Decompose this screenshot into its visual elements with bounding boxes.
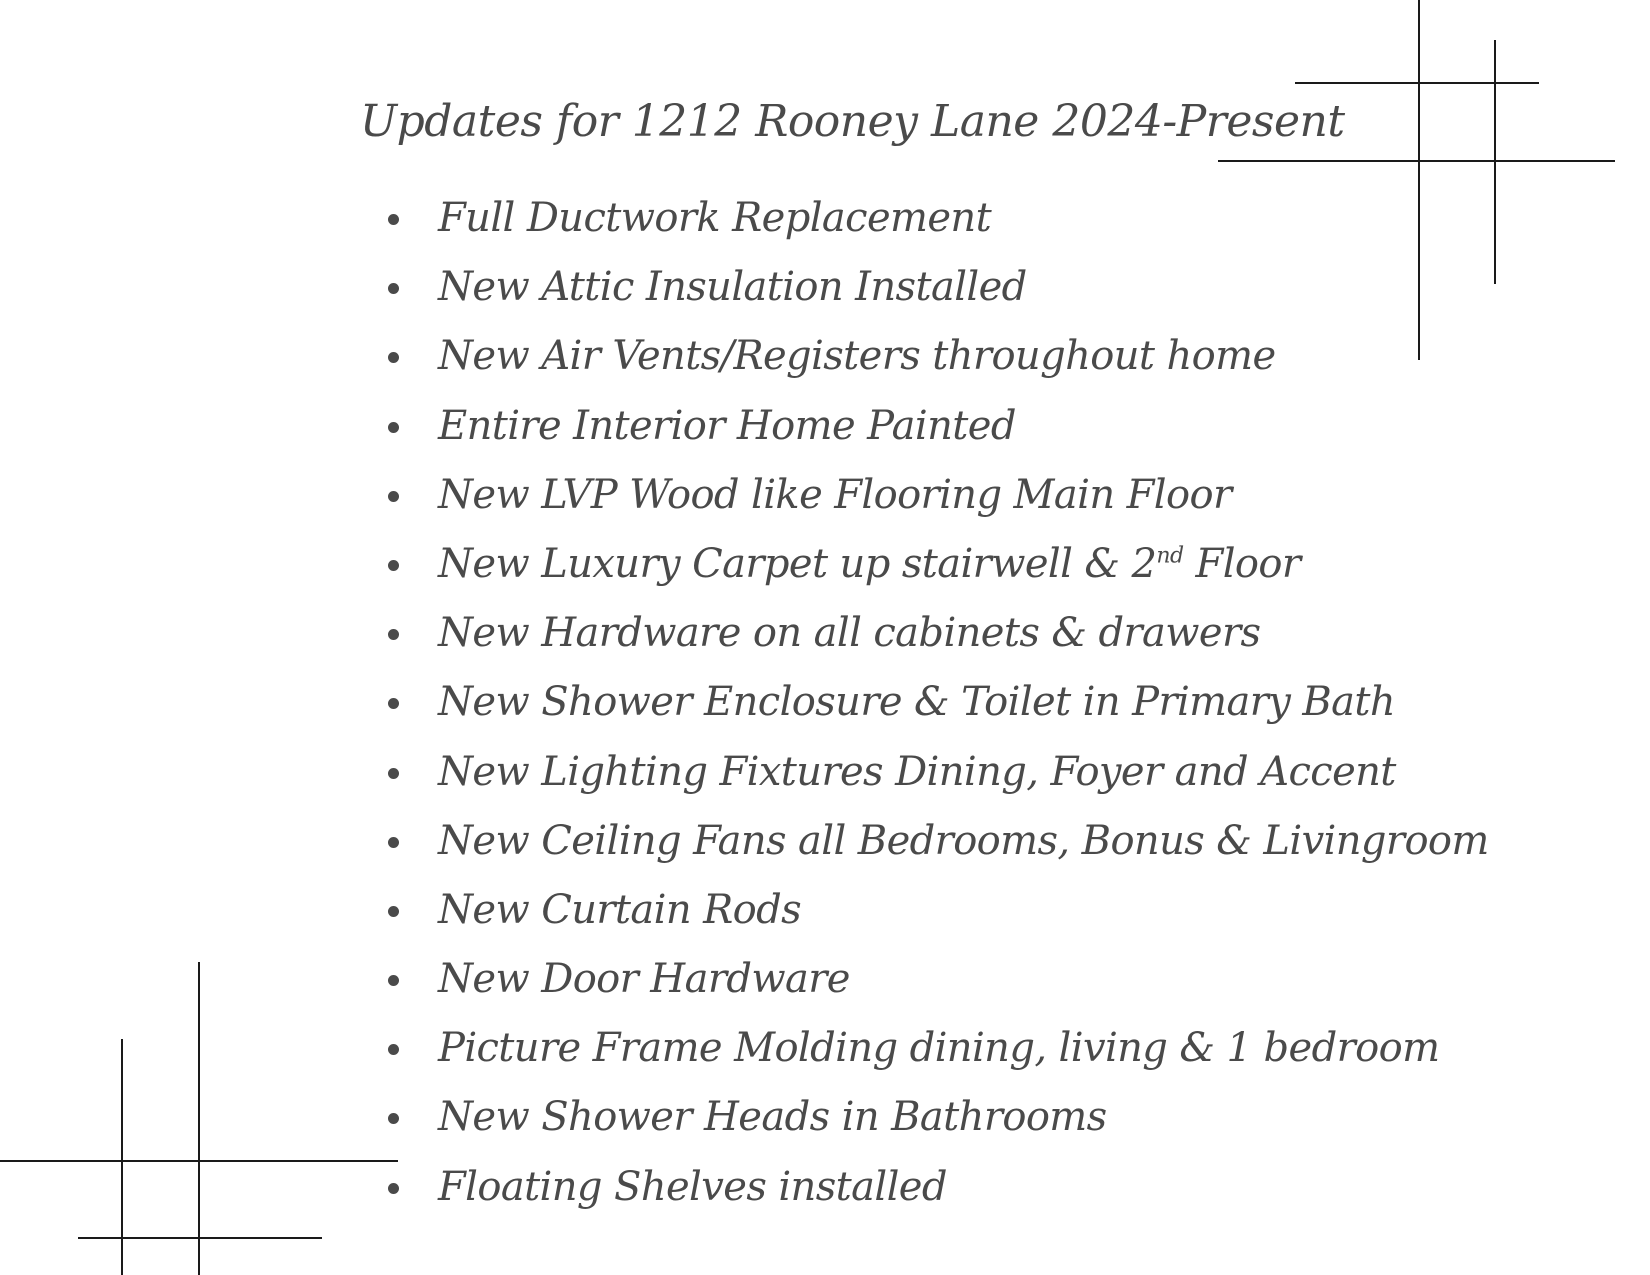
list-item-label: Floating Shelves installed bbox=[438, 1163, 947, 1210]
list-item-text bbox=[438, 1014, 1439, 1083]
list-item-text bbox=[438, 876, 801, 945]
bullet-icon bbox=[388, 1044, 399, 1055]
bullet-icon bbox=[388, 352, 399, 363]
list-item-label: New Curtain Rods bbox=[438, 886, 802, 933]
bullet-icon bbox=[388, 283, 399, 294]
decorative-line bbox=[78, 1237, 322, 1239]
list-item-text bbox=[438, 461, 1231, 530]
list-item-label: Entire Interior Home Painted bbox=[438, 402, 1016, 449]
list-item-label: New Door Hardware bbox=[438, 956, 850, 1003]
list-item-label: New Air Vents/Registers throughout home bbox=[438, 333, 1276, 380]
decorative-line bbox=[1494, 40, 1496, 284]
bullet-icon bbox=[388, 975, 399, 986]
list-item-text bbox=[438, 1153, 947, 1222]
decorative-line bbox=[198, 962, 200, 1275]
list-item-text bbox=[438, 599, 1260, 668]
list-item-label: Picture Frame Molding dining, living & 1 bedroom bbox=[438, 1025, 1440, 1072]
bullet-icon bbox=[388, 1113, 399, 1124]
page-title: Updates for 1212 Rooney Lane 2024-Present bbox=[360, 96, 1345, 147]
list-item-text bbox=[438, 945, 850, 1014]
list-item-label: New Lighting Fixtures Dining, Foyer and Accent bbox=[438, 748, 1396, 795]
bullet-icon bbox=[388, 629, 399, 640]
bullet-icon bbox=[388, 422, 399, 433]
list-item-label: New LVP Wood like Flooring Main Floor bbox=[438, 471, 1232, 518]
list-item-text bbox=[438, 807, 1489, 876]
bullet-icon bbox=[388, 906, 399, 917]
list-item-text bbox=[438, 1083, 1107, 1152]
list-item-label-continued: Floor bbox=[1183, 540, 1301, 587]
list-item-text bbox=[438, 392, 1016, 461]
decorative-line bbox=[1295, 82, 1539, 84]
decorative-line bbox=[121, 1039, 123, 1275]
bullet-icon bbox=[388, 1183, 399, 1194]
bullet-icon bbox=[388, 698, 399, 709]
list-item-label: New Shower Enclosure & Toilet in Primary Bath bbox=[438, 679, 1396, 726]
list-item-label: New Hardware on all cabinets & drawers bbox=[438, 610, 1261, 657]
decorative-line bbox=[1418, 0, 1420, 360]
list-item-text bbox=[438, 322, 1276, 391]
bullet-icon bbox=[388, 837, 399, 848]
list-item-label: New Attic Insulation Installed bbox=[438, 264, 1027, 311]
bullet-icon bbox=[388, 491, 399, 502]
list-item-label: Full Ductwork Replacement bbox=[438, 195, 992, 241]
list-item-text bbox=[438, 253, 1027, 322]
ordinal-suffix: nd bbox=[1156, 543, 1184, 569]
list-item-text bbox=[438, 668, 1395, 737]
list-item-label: New Luxury Carpet up stairwell & 2 bbox=[438, 540, 1157, 587]
decorative-line bbox=[1218, 160, 1615, 162]
list-item-label: New Shower Heads in Bathrooms bbox=[438, 1094, 1107, 1141]
bullet-icon bbox=[388, 768, 399, 779]
list-item-text bbox=[438, 184, 991, 253]
list-item-label: New Ceiling Fans all Bedrooms, Bonus & Livingroom bbox=[438, 817, 1489, 864]
bullet-icon bbox=[388, 560, 399, 571]
decorative-line bbox=[0, 1160, 398, 1162]
bullet-icon bbox=[388, 214, 399, 225]
list-item-text bbox=[438, 530, 1300, 599]
list-item-text bbox=[438, 738, 1396, 807]
